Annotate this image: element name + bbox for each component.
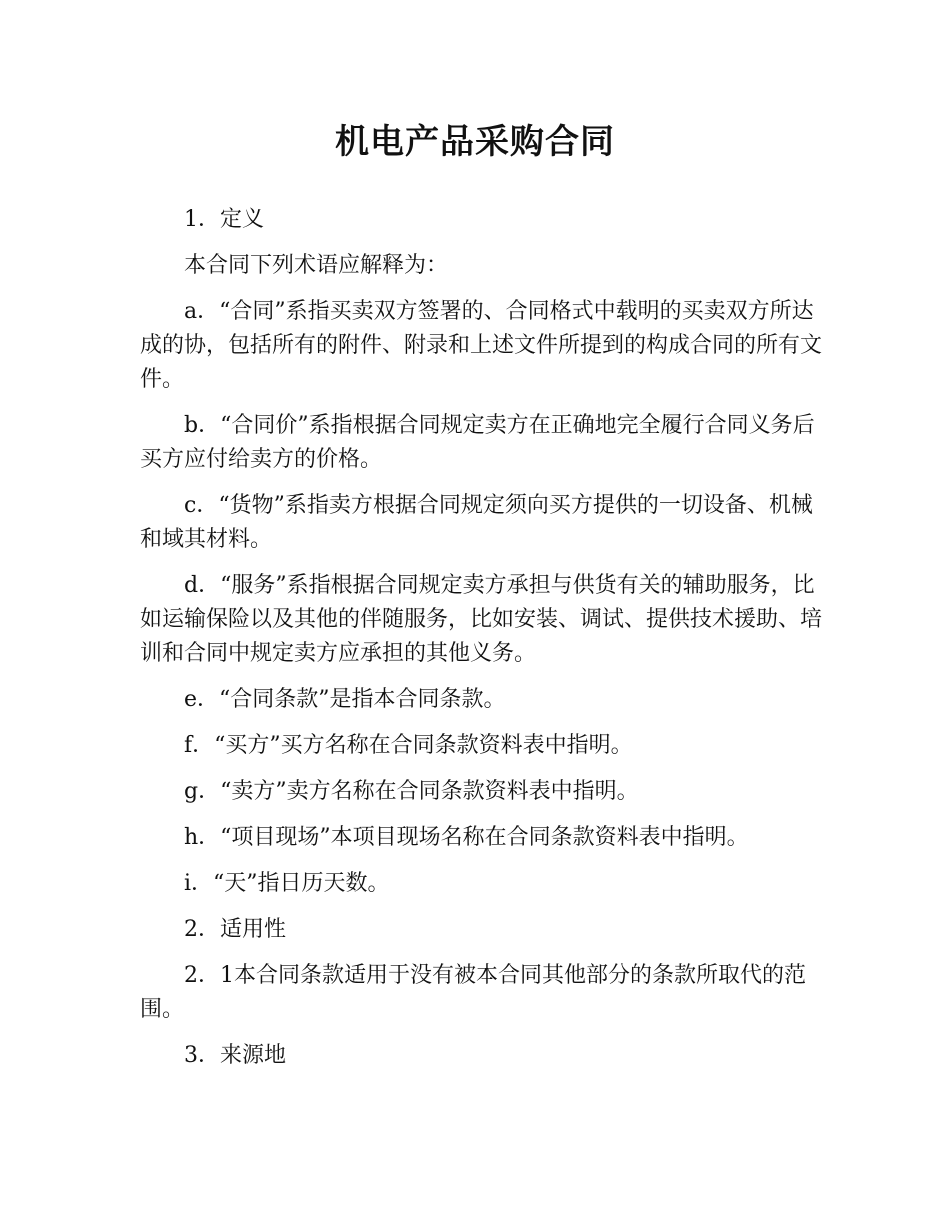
definition-contract-terms: e．“合同条款”是指本合同条款。 [184, 687, 506, 712]
section-heading-definitions: 1．定义 [184, 207, 264, 232]
definition-goods: c．“货物”系指卖方根据合同规定须向买方提供的一切设备、机械和域其材料。 [140, 493, 813, 552]
definition-contract: a．“合同”系指买卖双方签署的、合同格式中载明的买卖双方所达成的协，包括所有的附件、附录和上述文件所提到的构成合同的所有文件。 [140, 299, 823, 392]
document-body [140, 203, 830, 1085]
definition-project-site: h．“项目现场”本项目现场名称在合同条款资料表中指明。 [184, 825, 749, 850]
definition-day: i．“天”指日历天数。 [184, 871, 390, 896]
applicability-clause: 2．1本合同条款适用于没有被本合同其他部分的条款所取代的范围。 [140, 963, 806, 1022]
section-heading-origin: 3．来源地 [184, 1043, 286, 1068]
definition-services: d．“服务”系指根据合同规定卖方承担与供货有关的辅助服务，比如运输保险以及其他的伴随服务，比如安装、调试、提供技术援助、培训和合同中规定卖方应承担的其他义务。 [140, 573, 823, 666]
document-title: 机电产品采购合同 [335, 122, 615, 162]
definition-buyer: f．“买方”买方名称在合同条款资料表中指明。 [184, 733, 633, 758]
definition-contract-price: b．“合同价”系指根据合同规定卖方在正确地完全履行合同义务后买方应付给卖方的价格。 [140, 413, 815, 472]
section-heading-applicability: 2．适用性 [184, 917, 286, 942]
definition-seller: g．“卖方”卖方名称在合同条款资料表中指明。 [184, 779, 639, 804]
definitions-intro: 本合同下列术语应解释为： [184, 253, 449, 278]
